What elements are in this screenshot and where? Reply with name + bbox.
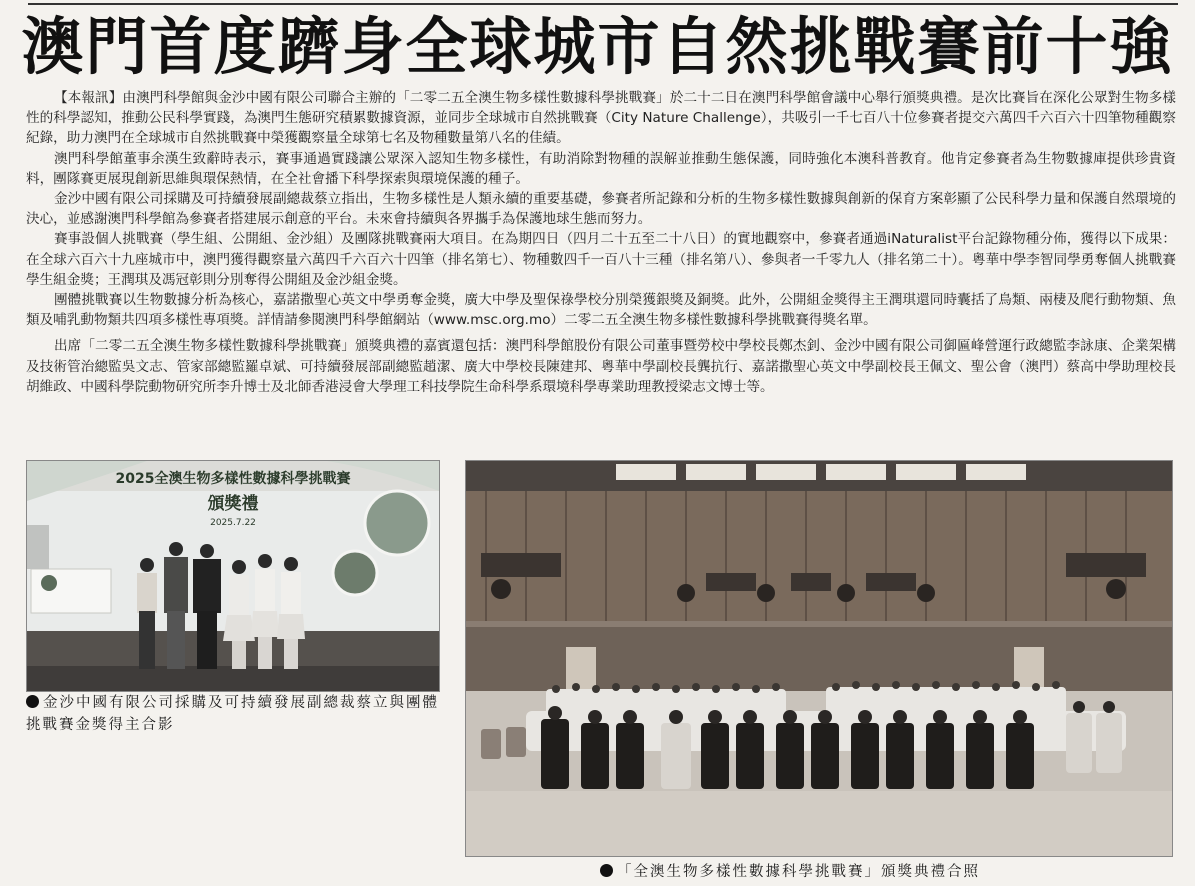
article-paragraph-6: 出席「二零二五全澳生物多樣性數據科學挑戰賽」頒獎典禮的嘉賓還包括：澳門科學館股份有限公司董事暨勞校中學校長鄭杰釗、金沙中國有限公司御匾峰營運行政總監李詠康、企業架構及技術管治總監吳文志、管家部總監羅卓斌、可持續發展部副總監趙潔、廣大中學校長陳建邦、粵華中學副校長龔抗行、嘉諾撒聖心英文中學副校長王佩文、聖公會（澳門）蔡高中學助理校長胡維政、中國科學院動物研究所李升博士及北師香港浸會大學理工科技學院生命科學系環境科學專業助理教授梁志文博士等。 <box>26 338 1176 395</box>
award-winners-photo <box>26 460 440 692</box>
ceremony-group-photo <box>465 460 1173 857</box>
caption-left <box>26 692 446 736</box>
award-winners-photo-image <box>27 461 439 691</box>
backdrop-subtitle: 頒獎禮 <box>207 494 259 514</box>
caption-right-text: 「全澳生物多樣性數據科學挑戰賽」頒獎典禮合照 <box>617 864 980 880</box>
article-paragraph-2: 澳門科學館董事余漢生致辭時表示，賽事通過實踐讓公眾深入認知生物多樣性，有助消除對物種的誤解並推動生態保護，同時強化本澳科普教育。他肯定參賽者為生物數據庫提供珍貴資料，團隊賽更展現創新思維與環保熱情，在全社會播下科學探索與環境保護的種子。 <box>26 150 1176 187</box>
article-paragraph-3: 金沙中國有限公司採購及可持續發展副總裁蔡立指出，生物多樣性是人類永續的重要基礎，參賽者所記錄和分析的生物多樣性數據與創新的保育方案彰顯了公民科學力量和保護自然環境的決心，並感謝澳門科學館為參賽者搭建展示創意的平台。未來會持續與各界攜手為保護地球生態而努力。 <box>26 191 1176 228</box>
article-paragraph-1: 【本報訊】由澳門科學館與金沙中國有限公司聯合主辦的「二零二五全澳生物多樣性數據科學挑戰賽」於二十二日在澳門科學館會議中心舉行頒獎典禮。是次比賽旨在深化公眾對生物多樣性的科學認知，推動公民科學實踐，為澳門生態研究積累數據資源，並同步全球城市自然挑戰賽（City Nature Challenge），共吸引一千七百八十位參賽者提交六萬四千六百六十四筆物種觀察紀錄，助力澳門在全球城市自然挑戰賽中榮獲觀察量全球第七名及物種數量第八名的佳績。 <box>26 90 1176 147</box>
caption-bullet-icon <box>26 695 39 708</box>
backdrop-title: 2025全澳生物多樣性數據科學挑戰賽 <box>115 471 351 487</box>
ceremony-group-photo-image <box>466 461 1172 856</box>
article-body <box>26 88 1176 397</box>
caption-bullet-icon <box>600 864 613 877</box>
top-rule <box>28 3 1178 5</box>
article-paragraph-5: 團體挑戰賽以生物數據分析為核心，嘉諾撒聖心英文中學勇奪金獎，廣大中學及聖保祿學校分別榮獲銀獎及銅獎。此外，公開組金獎得主王潤琪還同時囊括了鳥類、兩棲及爬行動物類、魚類及哺乳動物類共四項多樣性專項獎。詳情請參閱澳門科學館網站（www.msc.org.mo）二零二五全澳生物多樣性數據科學挑戰賽得獎名單。 <box>26 292 1176 329</box>
article-paragraph-4: 賽事設個人挑戰賽（學生組、公開組、金沙組）及團隊挑戰賽兩大項目。在為期四日（四月二十五至二十八日）的實地觀察中，參賽者通過iNaturalist平台記錄物種分佈，獲得以下成果：在全球六百六十九座城市中，澳門獲得觀察量六萬四千六百六十四筆（排名第七）、物種數四千一百八十三種（排名第八）、參與者一千零九人（排名第二十）。粵華中學李智同學勇奪個人挑戰賽學生組金獎；王潤琪及馮冠彰則分別奪得公開組及金沙組金獎。 <box>26 231 1176 288</box>
caption-left-text: 金沙中國有限公司採購及可持續發展副總裁蔡立與團體挑戰賽金獎得主合影 <box>26 695 439 733</box>
backdrop-date: 2025.7.22 <box>210 518 256 528</box>
headline: 澳門首度躋身全球城市自然挑戰賽前十強 <box>21 10 1174 83</box>
caption-right <box>600 861 1060 883</box>
